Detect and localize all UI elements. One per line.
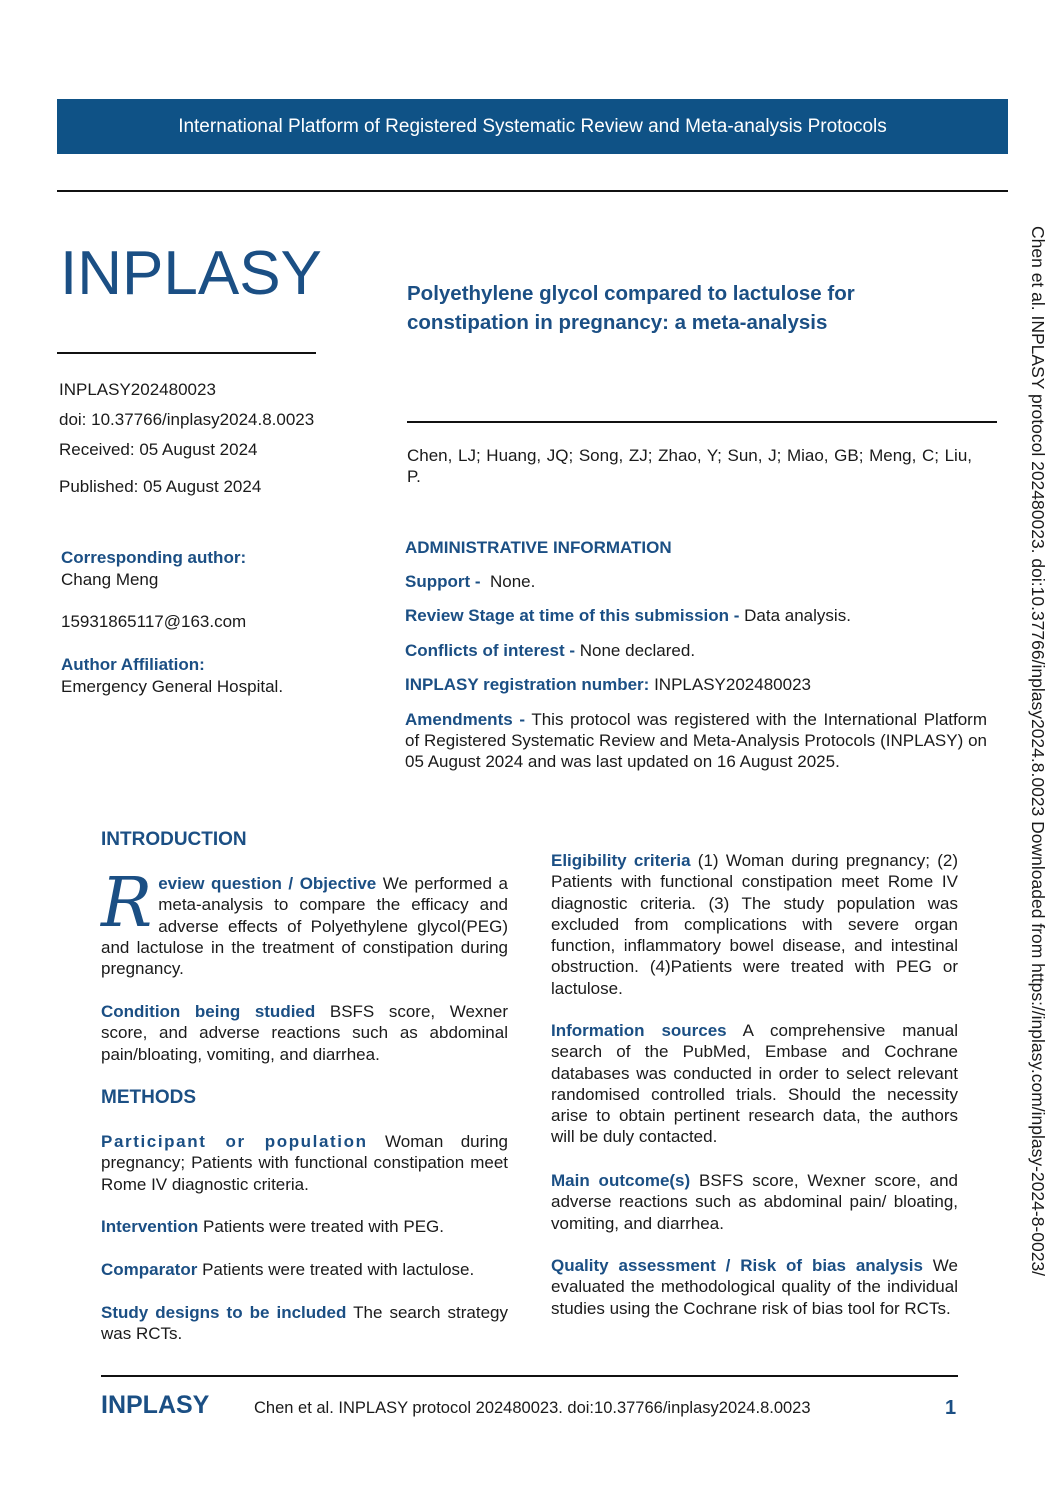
amendments-paragraph bbox=[405, 709, 987, 772]
registration-number-label: INPLASY registration number: bbox=[405, 675, 650, 694]
participant-paragraph bbox=[101, 1131, 508, 1195]
footer-divider bbox=[101, 1375, 958, 1377]
study-designs-label: Study designs to be included bbox=[101, 1303, 347, 1322]
footer-citation: Chen et al. INPLASY protocol 202480023. doi:10.37766/inplasy2024.8.0023 bbox=[254, 1399, 811, 1417]
intervention-text: Patients were treated with PEG. bbox=[203, 1217, 444, 1236]
doi: doi: 10.37766/inplasy2024.8.0023 bbox=[59, 410, 315, 429]
header-banner: International Platform of Registered Systematic Review and Meta-analysis Protocols bbox=[57, 99, 1008, 154]
registration-number-row bbox=[405, 675, 811, 695]
comparator-paragraph bbox=[101, 1259, 508, 1280]
review-stage-value: Data analysis. bbox=[744, 606, 851, 625]
conflicts-label: Conflicts of interest - bbox=[405, 641, 576, 660]
conflicts-row bbox=[405, 641, 695, 661]
eligibility-text: (1) Woman during pregnancy; (2) Patients with functional constipation meet Rome IV diagnostic criteria. (3) The study population was excluded from complications with severe organ function, inflammatory bowel disease, and intestinal obstruction. (4)Patients were treated with PEG or lactulose. bbox=[551, 851, 958, 998]
corresponding-author-email: 15931865117@163.com bbox=[61, 612, 247, 631]
intervention-paragraph bbox=[101, 1216, 508, 1237]
condition-paragraph bbox=[101, 1001, 508, 1065]
admin-info-heading: ADMINISTRATIVE INFORMATION bbox=[405, 538, 672, 557]
methods-heading: METHODS bbox=[101, 1087, 196, 1108]
corresponding-author-heading: Corresponding author: bbox=[61, 548, 247, 567]
review-question-paragraph bbox=[101, 864, 508, 979]
title-divider bbox=[407, 421, 997, 423]
information-sources-label: Information sources bbox=[551, 1021, 727, 1040]
amendments-value: This protocol was registered with the International Platform of Registered Systematic Review and Meta-Analysis Protocols (INPLASY) on 05 August 2024 and was last updated on 16 August 2025. bbox=[405, 710, 987, 771]
paper-title: Polyethylene glycol compared to lactulose for constipation in pregnancy: a meta-analysis bbox=[407, 282, 855, 334]
amendments-label: Amendments - bbox=[405, 710, 525, 729]
condition-label: Condition being studied bbox=[101, 1002, 316, 1021]
main-outcomes-text: BSFS score, Wexner score, and adverse reactions such as abdominal pain/ bloating, vomiting, and diarrhea. bbox=[551, 1171, 958, 1233]
information-sources-paragraph bbox=[551, 1020, 958, 1148]
eligibility-paragraph bbox=[551, 850, 958, 999]
quality-assessment-label: Quality assessment / Risk of bias analysis bbox=[551, 1256, 923, 1275]
comparator-label: Comparator bbox=[101, 1260, 198, 1279]
registration-id: INPLASY202480023 bbox=[59, 380, 216, 399]
comparator-text: Patients were treated with lactulose. bbox=[202, 1260, 475, 1279]
eligibility-label: Eligibility criteria bbox=[551, 851, 691, 870]
registration-number-value: INPLASY202480023 bbox=[654, 675, 811, 694]
corresponding-author-name: Chang Meng bbox=[61, 570, 159, 589]
information-sources-text: A comprehensive manual search of the PubMed, Embase and Cochrane databases was conducted in order to select relevant randomised controlled trials. Should the necessity arise to obtain pertinent research data, the authors will be duly contacted. bbox=[551, 1021, 958, 1147]
logo-divider bbox=[57, 352, 316, 354]
participant-label: Participant or population bbox=[101, 1132, 368, 1151]
review-stage-row bbox=[405, 606, 851, 626]
support-value: None. bbox=[490, 572, 536, 591]
affiliation-heading: Author Affiliation: bbox=[61, 655, 205, 674]
condition-text: BSFS score, Wexner score, and adverse reactions such as abdominal pain/bloating, vomiting, and diarrhea. bbox=[101, 1002, 508, 1064]
support-label: Support - bbox=[405, 572, 481, 591]
review-stage-label: Review Stage at time of this submission - bbox=[405, 606, 740, 625]
author-list: Chen, LJ; Huang, JQ; Song, ZJ; Zhao, Y; Sun, J; Miao, GB; Meng, C; Liu, P. bbox=[407, 446, 972, 486]
intervention-label: Intervention bbox=[101, 1217, 199, 1236]
inplasy-logo: INPLASY bbox=[60, 239, 322, 308]
participant-text: Woman during pregnancy; Patients with functional constipation meet Rome IV diagnostic criteria. bbox=[101, 1132, 508, 1194]
quality-assessment-paragraph bbox=[551, 1255, 958, 1319]
main-outcomes-paragraph bbox=[551, 1170, 958, 1234]
review-question-text: We performed a meta-analysis to compare the efficacy and adverse effects of Polyethylene glycol(PEG) and lactulose in the treatment of constipation during pregnancy. bbox=[101, 874, 508, 979]
quality-assessment-text: We evaluated the methodological quality of the individual studies using the Cochrane risk of bias tool for RCTs. bbox=[551, 1256, 958, 1318]
page-number: 1 bbox=[945, 1397, 957, 1419]
published-date: Published: 05 August 2024 bbox=[59, 477, 262, 496]
received-date: Received: 05 August 2024 bbox=[59, 440, 258, 459]
support-row bbox=[405, 572, 535, 592]
top-divider bbox=[57, 190, 1008, 192]
review-question-label: eview question / Objective bbox=[158, 874, 377, 893]
drop-cap: R bbox=[101, 864, 153, 943]
main-outcomes-label: Main outcome(s) bbox=[551, 1171, 691, 1190]
download-watermark: Chen et al. INPLASY protocol 202480023. doi:10.37766/inplasy2024.8.0023 Downloaded from https://inplasy.com/inplasy-2024-8-0023/ bbox=[1028, 226, 1048, 1277]
study-designs-paragraph bbox=[101, 1302, 508, 1345]
conflicts-value: None declared. bbox=[579, 641, 696, 660]
footer-logo: INPLASY bbox=[101, 1391, 210, 1419]
affiliation-value: Emergency General Hospital. bbox=[61, 677, 284, 696]
study-designs-text: The search strategy was RCTs. bbox=[101, 1303, 508, 1344]
introduction-heading: INTRODUCTION bbox=[101, 829, 247, 850]
